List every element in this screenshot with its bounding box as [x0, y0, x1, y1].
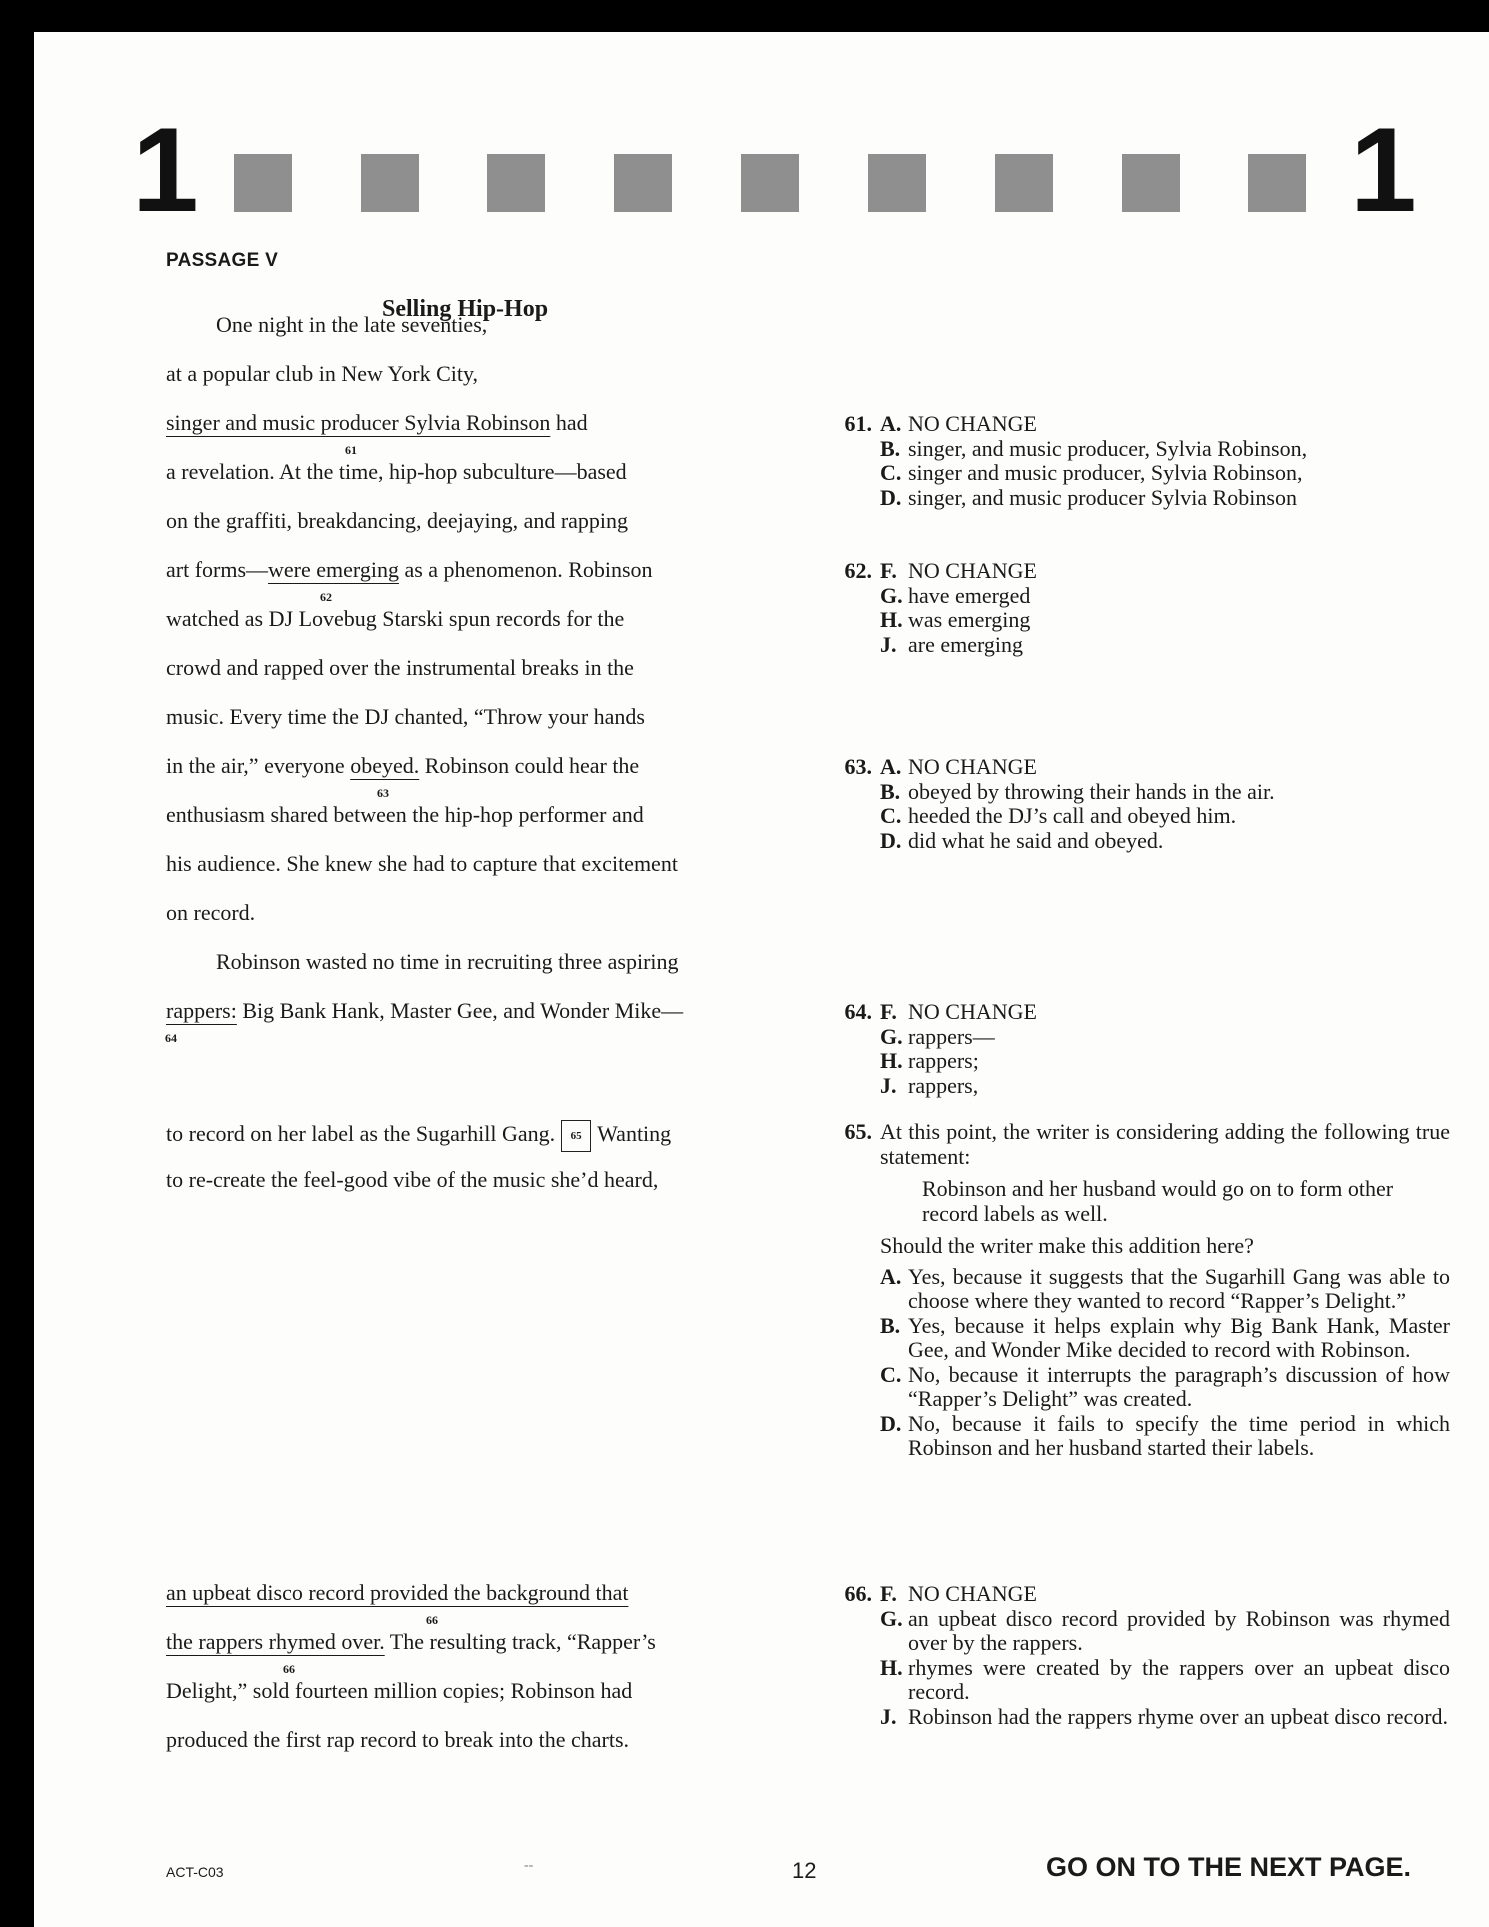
header-block: [1248, 154, 1306, 212]
passage-line: on record.: [166, 900, 256, 925]
passage-line: on the graffiti, breakdancing, deejaying, and rapping: [166, 508, 629, 533]
passage-line: his audience. She knew she had to capture that excitement: [166, 851, 678, 876]
answer-option[interactable]: C. No, because it interrupts the paragraph’s discussion of how “Rapper’s Delight” was created.: [880, 1361, 1450, 1411]
answer-option[interactable]: J. Robinson had the rappers rhyme over an upbeat disco record.: [880, 1703, 1449, 1729]
footer-mark: --: [524, 1858, 534, 1873]
passage-title: Selling Hip-Hop: [382, 296, 549, 322]
passage-text: in the air,” everyone: [166, 753, 351, 778]
question-64: [830, 1000, 1450, 1098]
go-on-instruction: GO ON TO THE NEXT PAGE.: [1046, 1852, 1412, 1882]
passage-line: Delight,” sold fourteen million copies; Robinson had: [166, 1678, 633, 1703]
passage-line: [166, 1000, 683, 1022]
answer-option[interactable]: A. NO CHANGE: [880, 411, 1037, 436]
question-65: [830, 1120, 1450, 1461]
passage-text: The resulting track, “Rapper’s: [384, 1629, 656, 1654]
passage-line: music. Every time the DJ chanted, “Throw your hands: [166, 704, 645, 729]
answer-option[interactable]: F. NO CHANGE: [880, 999, 1037, 1024]
answer-option[interactable]: H. rhymes were created by the rappers over an upbeat disco record.: [880, 1654, 1450, 1704]
question-marker-61: 61: [345, 443, 357, 457]
question-62: [830, 559, 1450, 657]
answer-option[interactable]: D. singer, and music producer Sylvia Robinson: [880, 484, 1297, 510]
question-marker-64: 64: [165, 1031, 177, 1045]
form-code: ACT-C03: [166, 1864, 224, 1880]
answer-option[interactable]: J. rappers,: [880, 1072, 979, 1098]
answer-option[interactable]: C. heeded the DJ’s call and obeyed him.: [880, 803, 1237, 828]
passage-text: had: [555, 410, 588, 435]
question-number: 62.: [844, 558, 872, 583]
underlined-portion-66[interactable]: the rappers rhymed over.: [166, 1629, 385, 1654]
passage-line: Robinson wasted no time in recruiting three aspiring: [216, 949, 679, 974]
header-block: [741, 154, 799, 212]
answer-option[interactable]: F. NO CHANGE: [880, 558, 1037, 583]
underlined-portion-62[interactable]: were emerging: [268, 557, 399, 582]
passage-text: as a phenomenon. Robinson: [398, 557, 653, 582]
passage-line: [166, 1631, 656, 1653]
section-number-right: 1: [1350, 103, 1417, 237]
answer-option[interactable]: D. did what he said and obeyed.: [880, 827, 1164, 853]
answer-option[interactable]: B. singer, and music producer, Sylvia Robinson,: [880, 435, 1308, 461]
passage-text: art forms—: [166, 557, 269, 582]
question-63: [830, 755, 1450, 853]
passage-line: produced the first rap record to break into the charts.: [166, 1727, 630, 1752]
passage-label: PASSAGE V: [166, 250, 279, 271]
answer-option[interactable]: G. have emerged: [880, 582, 1031, 608]
question-66: [830, 1582, 1450, 1729]
question-number: 66.: [844, 1581, 872, 1606]
passage-line: [166, 1120, 671, 1152]
answer-option[interactable]: J. are emerging: [880, 631, 1024, 657]
answer-option[interactable]: H. was emerging: [880, 607, 1031, 632]
proposed-sentence: Robinson and her husband would go on to form other record labels as well.: [922, 1176, 1394, 1226]
passage-text: to record on her label as the Sugarhill Gang.: [166, 1121, 556, 1147]
passage-text: Wanting: [597, 1121, 672, 1147]
section-number-left: 1: [132, 103, 199, 237]
answer-option[interactable]: B. Yes, because it helps explain why Big Bank Hank, Master Gee, and Wonder Mike decided to record with Robinson.: [880, 1312, 1450, 1362]
answer-option[interactable]: G. rappers—: [880, 1023, 995, 1049]
header-block: [487, 154, 545, 212]
answer-option[interactable]: H. rappers;: [880, 1048, 979, 1073]
passage-line: watched as DJ Lovebug Starski spun records for the: [166, 606, 625, 631]
question-number: 63.: [844, 754, 872, 779]
header-block: [868, 154, 926, 212]
question-marker-66: 66: [426, 1613, 438, 1627]
question-number: 61.: [844, 411, 872, 436]
passage-line: at a popular club in New York City,: [166, 361, 479, 386]
passage-text: Big Bank Hank, Master Gee, and Wonder Mike—: [236, 998, 684, 1023]
answer-option[interactable]: F. NO CHANGE: [880, 1581, 1037, 1606]
page-number: 12: [792, 1858, 817, 1883]
question-number: 65.: [844, 1119, 872, 1144]
passage-line: [166, 412, 588, 434]
header-block: [234, 154, 292, 212]
answer-option[interactable]: A. NO CHANGE: [880, 754, 1037, 779]
question-marker-66: 66: [283, 1662, 295, 1676]
underlined-portion-66[interactable]: an upbeat disco record provided the background that: [166, 1580, 629, 1605]
question-61: [830, 412, 1450, 510]
passage-line: crowd and rapped over the instrumental breaks in the: [166, 655, 634, 680]
answer-option[interactable]: A. Yes, because it suggests that the Sugarhill Gang was able to choose where they wanted to record “Rapper’s Delight.”: [880, 1263, 1450, 1313]
header-block: [614, 154, 672, 212]
passage-line: enthusiasm shared between the hip-hop performer and: [166, 802, 644, 827]
passage-text: Robinson could hear the: [419, 753, 640, 778]
question-number: 64.: [844, 999, 872, 1024]
answer-option[interactable]: G. an upbeat disco record provided by Robinson was rhymed over by the rappers.: [880, 1605, 1450, 1655]
header-block: [361, 154, 419, 212]
question-prompt: Should the writer make this addition here?: [880, 1233, 1254, 1258]
header-block: [995, 154, 1053, 212]
passage-line: [166, 1582, 628, 1604]
passage-line: One night in the late seventies,: [216, 312, 488, 337]
answer-option[interactable]: B. obeyed by throwing their hands in the air.: [880, 778, 1275, 804]
underlined-portion-63[interactable]: obeyed.: [350, 753, 420, 778]
test-page: [34, 32, 1489, 1927]
passage-line: to re-create the feel-good vibe of the music she’d heard,: [166, 1167, 659, 1192]
question-marker-63: 63: [377, 786, 389, 800]
question-stem: At this point, the writer is considering adding the following true statement:: [880, 1119, 1450, 1169]
passage-line: [166, 755, 639, 777]
underlined-portion-61[interactable]: singer and music producer Sylvia Robinson: [166, 410, 551, 435]
answer-option[interactable]: D. No, because it fails to specify the time period in which Robinson and her husband started their labels.: [880, 1410, 1450, 1460]
question-marker-62: 62: [320, 590, 332, 604]
question-box-65[interactable]: 65: [561, 1120, 591, 1152]
passage-line: [166, 559, 653, 581]
answer-option[interactable]: C. singer and music producer, Sylvia Robinson,: [880, 460, 1303, 485]
underlined-portion-64[interactable]: rappers:: [166, 998, 237, 1023]
header-block: [1122, 154, 1180, 212]
passage-line: a revelation. At the time, hip-hop subculture—based: [166, 459, 627, 484]
